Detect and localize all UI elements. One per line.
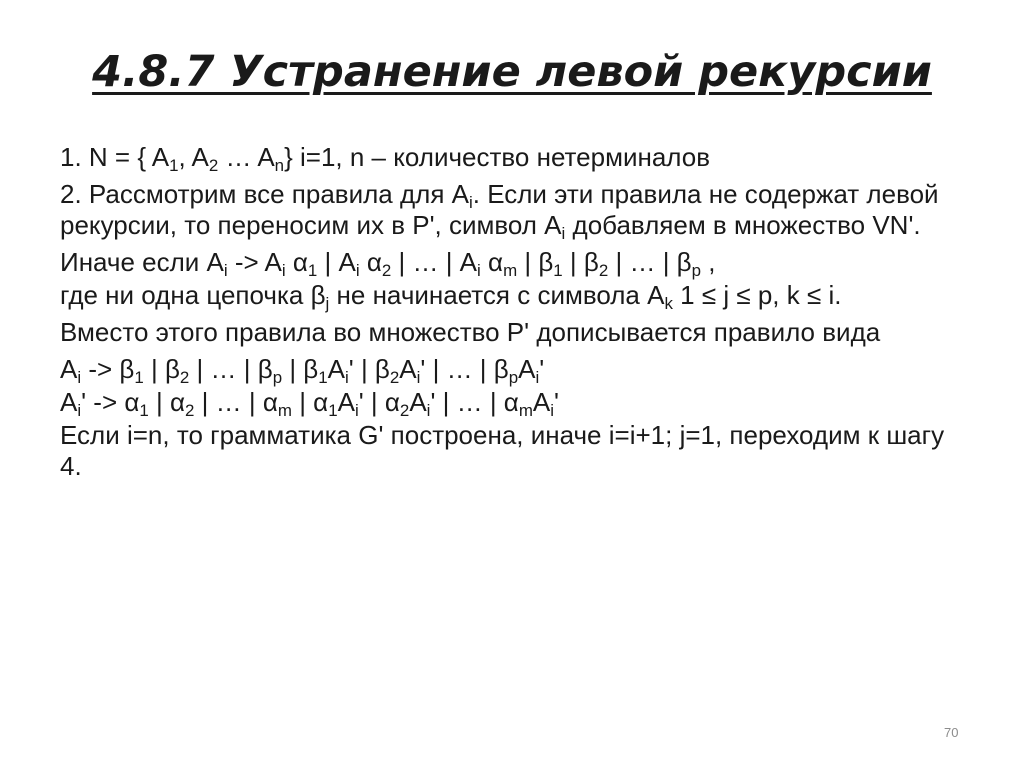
condition-paragraph: где ни одна цепочка $\beta_j$ не начинается с символа $A_k$ 1 ≤ j ≤ p, k ≤ i. [60, 280, 842, 314]
slide-title: 4.8.7 Устранение левой рекурсии [92, 47, 932, 97]
replacement-paragraph: Вместо этого правила во множество P' дописывается правило вида [60, 317, 881, 347]
step-2-paragraph: 2. Рассмотрим все правила для $A_i$. Если эти правила не содержат левой рекурсии, то переносим их в P', символ $A_i$ добавляем в множество VN'. [60, 179, 939, 244]
step-1-line: 1. N = { $A_1$, $A_2$ … $A_n$} i=1, n – количество нетерминалов [60, 142, 711, 176]
page-number: 70 [944, 725, 959, 740]
final-step-paragraph: Если i=n, то грамматика G' построена, иначе i=i+1; j=1, переходим к шагу 4. [60, 420, 945, 481]
slide-body [60, 142, 970, 488]
new-rule-ai-prime-line: $A_i' -> \alpha_1$ | $\alpha_2$ | … | $\alpha_m$ | $\alpha_1A_i'$ | $\alpha_2A_i'$ | … | $\alpha_mA_i'$ [60, 387, 559, 421]
left-recursive-rule-line: Иначе если $A_i -> A_i$ $\alpha_1$ | $A_i$ $\alpha_2$ | … | $A_i$ $\alpha_m$ | $\beta_1$ | $\beta_2$ | … | $\beta_p$ , [60, 247, 716, 281]
new-rule-ai-line: $A_i -> \beta_1$ | $\beta_2$ | … | $\beta_p$ | $\beta_1A_i'$ | $\beta_2A_i'$ | … | $\beta_pA_i'$ [60, 354, 545, 388]
